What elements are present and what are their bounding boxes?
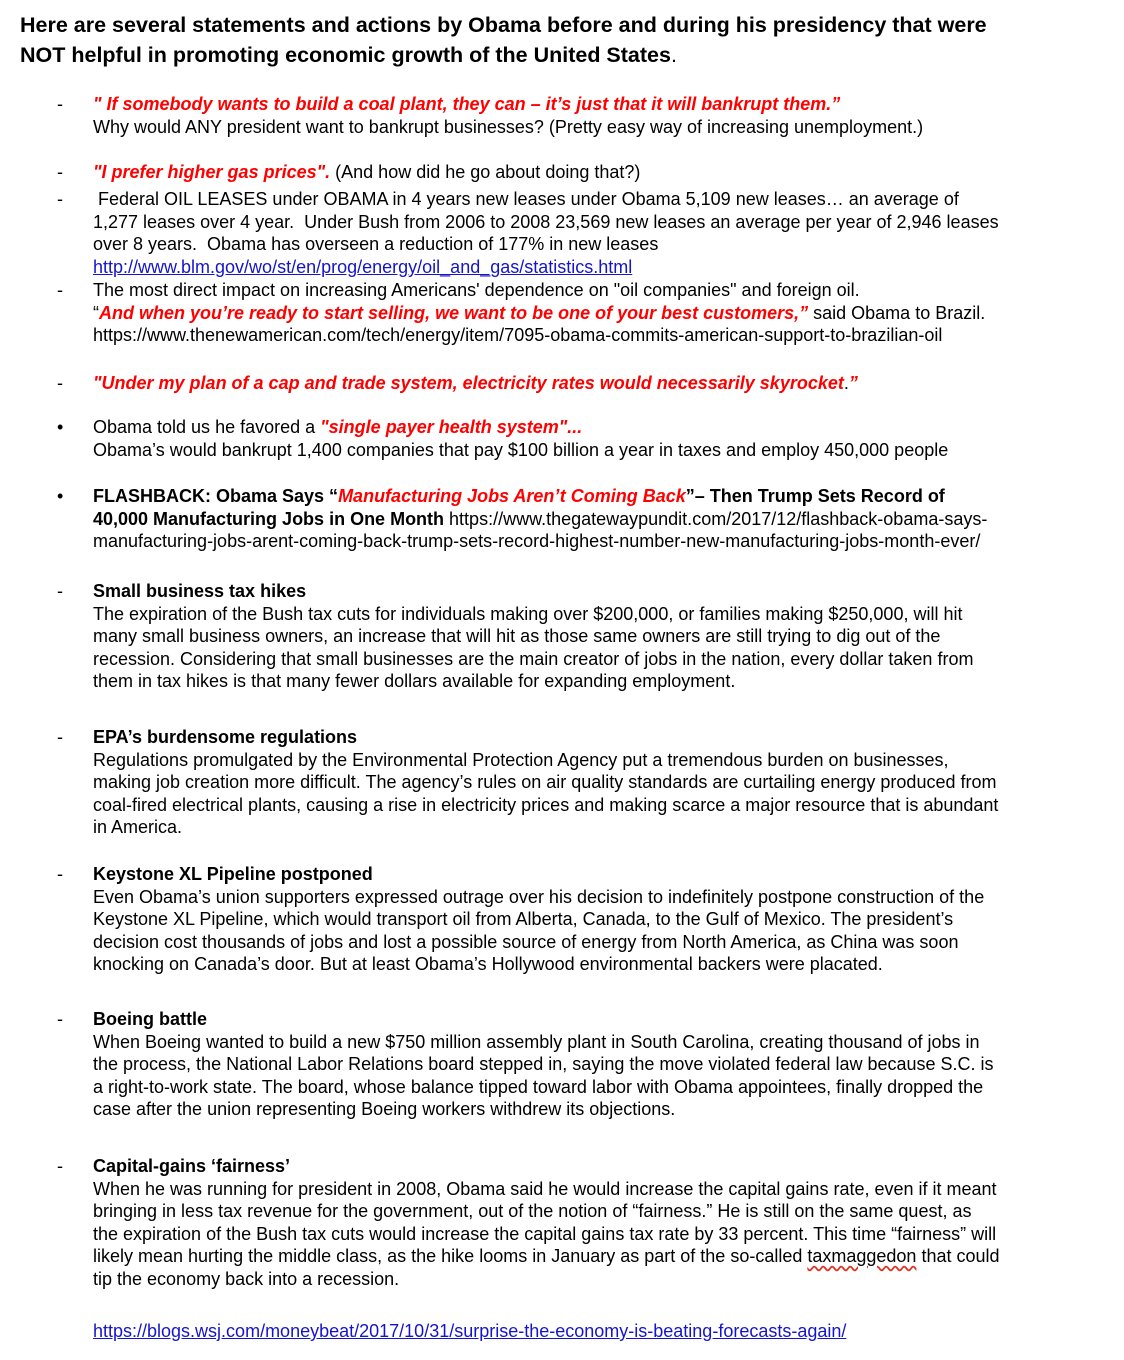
list-item-text: Boeing battle When Boeing wanted to build a new $750 million assembly plant in South Carolina, creating thousand of jobs in the process, the National Labor Relations board stepped in, saying the move violated federal law because S.C. is a right-to-work state. The board, whose balance tipped toward labor with Obama appointees, finally dropped the case after the union representing Boeing workers withdrew its objections.: [93, 1009, 994, 1120]
list-item-text: "Under my plan of a cap and trade system, electricity rates would necessarily skyrocket.”: [93, 373, 858, 393]
footer-link-text: [93, 1320, 1112, 1343]
list-item-text: Obama told us he favored a "single payer health system"... Obama’s would bankrupt 1,400 companies that pay $100 billion a year in taxes and employ 450,000 people: [93, 417, 949, 460]
list-item-flashback-manufacturing: [57, 485, 1112, 553]
list-item-coal-plant-quote: [57, 93, 1112, 138]
list-item-boeing-battle: [57, 1008, 1112, 1121]
bullet-marker: •: [57, 417, 64, 437]
bullet-marker: -: [57, 373, 63, 393]
wsj-moneybeat-link[interactable]: https://blogs.wsj.com/moneybeat/2017/10/31/surprise-the-economy-is-beating-forecasts-again/: [93, 1321, 847, 1341]
list-item-text: EPA’s burdensome regulations Regulations promulgated by the Environmental Protection Agency put a tremendous burden on businesses, making job creation more difficult. The agency’s rules on air quality standards are curtailing energy produced from coal-fired electrical plants, causing a rise in electricity prices and making scarce a major resource that is abundant in America.: [93, 727, 999, 838]
list-item-epa-regulations: [57, 726, 1112, 839]
list-item-text: The most direct impact on increasing Americans' dependence on "oil companies" and foreign oil. “And when you’re ready to start selling, we want to be one of your best customers,” said Obama to Brazil. https://www.thenewamerican.com/tech/energy/item/7095-obama-commits-american-support-to-brazilian-oil: [93, 280, 986, 346]
bullet-marker: -: [57, 864, 63, 884]
list-item-oil-leases: [57, 188, 1112, 278]
list-item-keystone-pipeline: [57, 863, 1112, 976]
bullet-marker: -: [57, 189, 63, 209]
bullet-marker: -: [57, 727, 63, 747]
bullet-marker: -: [57, 162, 63, 182]
bullet-marker: •: [57, 486, 64, 506]
bullet-marker: -: [57, 94, 63, 114]
misspelled-word-taxmaggedon: taxmaggedon: [807, 1246, 917, 1267]
list-item-capital-gains-fairness: [57, 1155, 1112, 1291]
list-item-small-business-tax-hikes: [57, 580, 1112, 693]
bullet-marker: -: [57, 581, 63, 601]
list-item-gas-prices-quote: [57, 161, 1112, 184]
list-item-text: FLASHBACK: Obama Says “Manufacturing Jobs Aren’t Coming Back”– Then Trump Sets Record of 40,000 Manufacturing Jobs in One Month https://www.thegatewaypundit.com/2017/12/flashback-obama-says- manufacturing-jobs-arent-coming-back-trump-sets-record-highest-number-new-manufacturing-jobs-month-ever/: [93, 486, 988, 552]
bullet-marker: -: [57, 1009, 63, 1029]
list-item-text: Keystone XL Pipeline postponed Even Obama’s union supporters expressed outrage over his decision to indefinitely postpone construction of the Keystone XL Pipeline, which would transport oil from Alberta, Canada, to the Gulf of Mexico. The president’s decision cost thousands of jobs and lost a possible source of energy from North America, as China was soon knocking on Canada’s door. But at least Obama’s Hollywood environmental backers were placated.: [93, 864, 985, 975]
document-title: Here are several statements and actions by Obama before and during his presidency that were NOT helpful in promoting economic growth of the United States.: [20, 13, 987, 67]
blm-statistics-link[interactable]: http://www.blm.gov/wo/st/en/prog/energy/oil_and_gas/statistics.html: [93, 256, 633, 277]
bullet-marker: -: [57, 1156, 63, 1176]
list-item-text: Federal OIL LEASES under OBAMA in 4 years new leases under Obama 5,109 new leases… an average of 1,277 leases over 4 year. Under Bush from 2006 to 2008 23,569 new leases an average per year of 2,946 leases over 8 years. Obama has overseen a reduction of 177% in new leases http://www.blm.gov/wo/st/en/prog/energy/oil_and_gas/statistics.html: [93, 189, 999, 277]
list-item-single-payer: [57, 416, 1112, 461]
list-item-text: "I prefer higher gas prices". (And how did he go about doing that?): [93, 162, 641, 182]
footer-link-row: [57, 1320, 1112, 1343]
bullet-marker: -: [57, 280, 63, 300]
list-item-text: " If somebody wants to build a coal plant, they can – it’s just that it will bankrupt them.” Why would ANY president want to bankrupt businesses? (Pretty easy way of increasing unemployment.): [93, 94, 924, 137]
list-item-oil-dependence: [57, 279, 1112, 347]
list-item-text: Capital-gains ‘fairness’ When he was running for president in 2008, Obama said he would increase the capital gains rate, even if it meant bringing in less tax revenue for the government, out of the notion of “fairness.” He is still on the same quest, as the expiration of the Bush tax cuts would increase the capital gains tax rate by 33 percent. This time “fairness” will likely mean hurting the middle class, as the hike looms in January as part of the so-called taxmaggedon that could tip the economy back into a recession.: [93, 1156, 1000, 1289]
list-item-text: Small business tax hikes The expiration of the Bush tax cuts for individuals making over $200,000, or families making $250,000, will hit many small business owners, an increase that will hit as those same owners are still trying to dig out of the recession. Considering that small businesses are the main creator of jobs in the nation, every dollar taken from them in tax hikes is that many fewer dollars available for expanding employment.: [93, 581, 974, 692]
list-item-cap-and-trade-quote: [57, 372, 1112, 395]
